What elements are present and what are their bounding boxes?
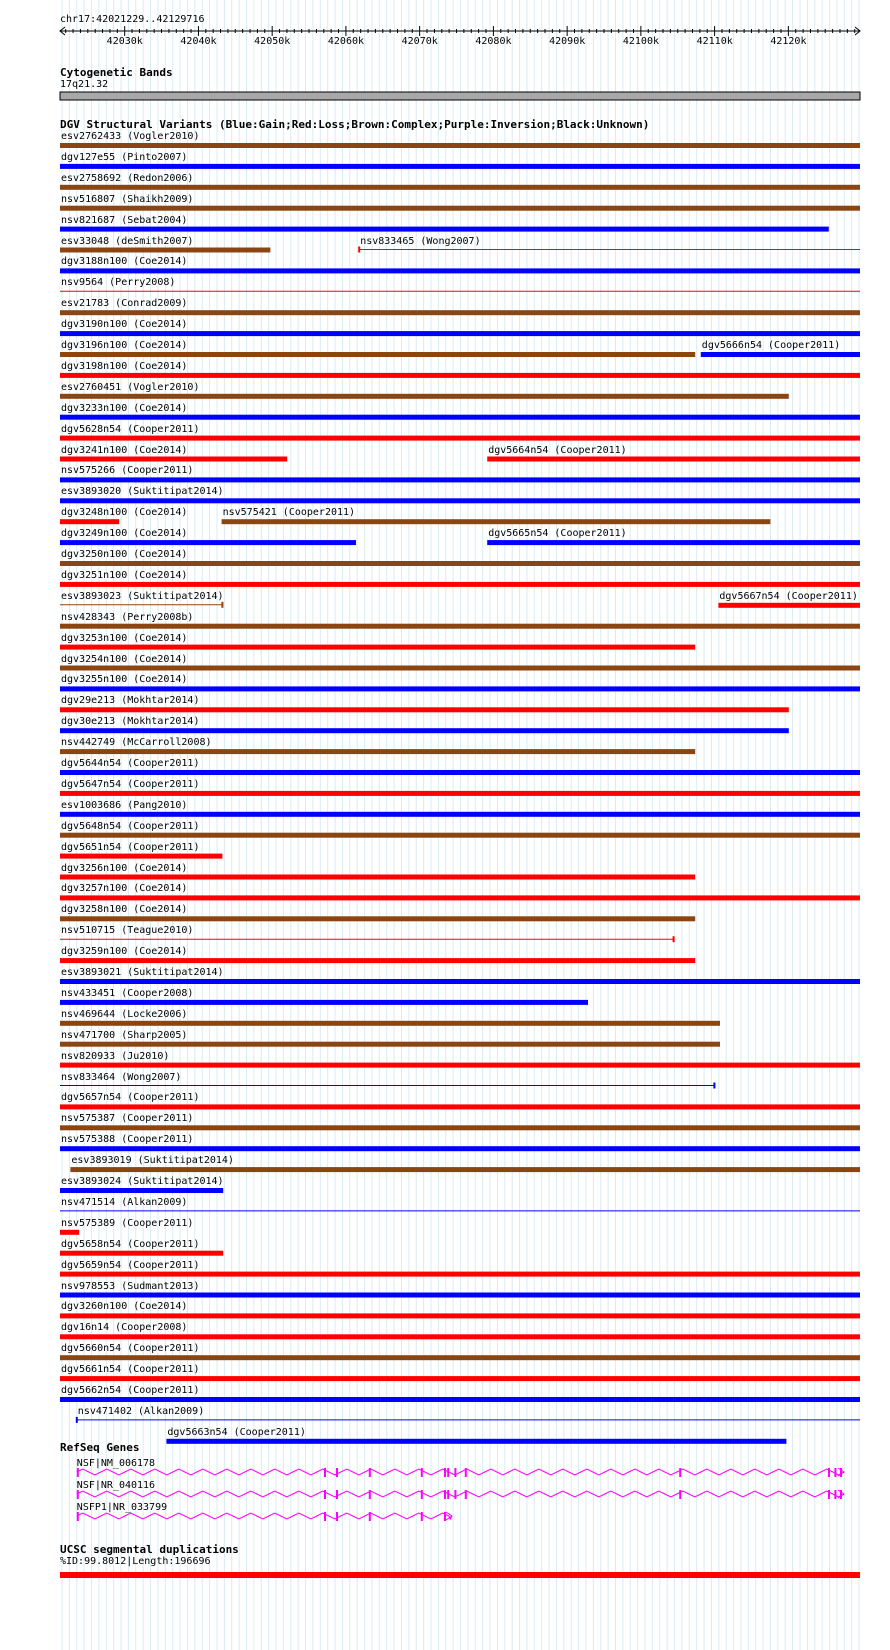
dgv-feature-label: dgv30e213 (Mokhtar2014) [61, 716, 200, 728]
dgv-feature-label: dgv5658n54 (Cooper2011) [61, 1238, 200, 1250]
dgv-feature-label: dgv5657n54 (Cooper2011) [61, 1092, 200, 1104]
dgv-feature-label: dgv127e55 (Pinto2007) [61, 151, 188, 163]
dgv-feature-label: esv3893024 (Suktitipat2014) [61, 1176, 224, 1187]
dgv-feature-label: nsv516807 (Shaikh2009) [61, 193, 194, 205]
dgv-feature-label: esv3893019 (Suktitipat2014) [71, 1155, 234, 1167]
dgv-feature-label: dgv29e213 (Mokhtar2014) [61, 695, 200, 707]
dgv-feature-label: nsv510715 (Teague2010) [61, 925, 194, 937]
dgv-feature-label: nsv471700 (Sharp2005) [61, 1029, 188, 1041]
dgv-feature-label: nsv833465 (Wong2007) [360, 235, 481, 247]
dgv-feature-label: dgv5667n54 (Cooper2011) [719, 590, 858, 602]
dgv-feature-label: nsv575421 (Cooper2011) [222, 507, 356, 519]
ruler-label: chr17:42021229..42129716 [60, 14, 205, 25]
dgv-feature-label: dgv5644n54 (Cooper2011) [61, 758, 200, 769]
dgv-feature-label: dgv5648n54 (Cooper2011) [61, 820, 200, 832]
dgv-feature-label: dgv5665n54 (Cooper2011) [488, 528, 627, 540]
dgv-feature-label: dgv3249n100 (Coe2014) [61, 528, 188, 540]
dgv-feature-label: dgv3196n100 (Coe2014) [61, 340, 188, 351]
dgv-feature-label: dgv3198n100 (Coe2014) [61, 360, 188, 372]
dgv-feature-label: esv33048 (deSmith2007) [61, 235, 194, 247]
dgv-feature-label: nsv575387 (Cooper2011) [61, 1113, 194, 1125]
dgv-feature-label: dgv3253n100 (Coe2014) [61, 632, 188, 644]
dgv-feature-label: dgv3190n100 (Coe2014) [61, 319, 188, 331]
ruler-tick-label: 42110k [696, 36, 733, 47]
refseq-gene-label: NSF|NM_006178 [76, 1458, 156, 1469]
dgv-feature-label: nsv433451 (Cooper2008) [61, 987, 194, 999]
dgv-feature-label: dgv3258n100 (Coe2014) [61, 904, 188, 916]
dgv-feature-label: dgv5660n54 (Cooper2011) [61, 1343, 200, 1355]
dgv-feature-label: dgv3250n100 (Coe2014) [61, 549, 188, 560]
dgv-feature-label: nsv469644 (Locke2006) [61, 1008, 188, 1020]
cytoband-name: 17q21.32 [60, 79, 109, 90]
dgv-feature-label: dgv3188n100 (Coe2014) [61, 256, 188, 268]
dgv-feature-label: nsv833464 (Wong2007) [61, 1071, 182, 1083]
dgv-track-title: DGV Structural Variants (Blue:Gain;Red:Loss;Brown:Complex;Purple:Inversion;Black:Unknown) [60, 118, 650, 131]
dgv-feature-label: dgv3241n100 (Coe2014) [61, 444, 188, 456]
dgv-feature-label: dgv5659n54 (Cooper2011) [61, 1259, 200, 1271]
dgv-feature-label: dgv3259n100 (Coe2014) [61, 946, 188, 958]
dgv-feature-label: dgv3251n100 (Coe2014) [61, 569, 188, 581]
dgv-feature-label: esv3893023 (Suktitipat2014) [61, 590, 224, 602]
ruler-tick-label: 42100k [622, 36, 659, 47]
dgv-feature-label: dgv5663n54 (Cooper2011) [167, 1426, 306, 1438]
segdup-label: %ID:99.8012|Length:196696 [60, 1556, 211, 1567]
ruler-tick-label: 42030k [106, 36, 143, 47]
dgv-feature-label: dgv3260n100 (Coe2014) [61, 1301, 188, 1313]
ruler-tick-label: 42070k [401, 36, 438, 47]
dgv-feature-label: dgv3248n100 (Coe2014) [61, 507, 188, 519]
dgv-feature-label: esv3893020 (Suktitipat2014) [61, 486, 224, 498]
dgv-feature-label: esv2760451 (Vogler2010) [61, 381, 200, 393]
cytoband-track-title: Cytogenetic Bands [60, 66, 173, 79]
dgv-feature-label: dgv5664n54 (Cooper2011) [488, 444, 627, 456]
ruler-tick-label: 42060k [327, 36, 365, 47]
dgv-feature-label: esv3893021 (Suktitipat2014) [61, 967, 224, 978]
dgv-feature-label: nsv575389 (Cooper2011) [61, 1217, 194, 1229]
dgv-feature-label: nsv9564 (Perry2008) [61, 277, 176, 289]
dgv-feature-label: nsv575388 (Cooper2011) [61, 1134, 194, 1146]
dgv-feature-label: nsv978553 (Sudmant2013) [61, 1280, 200, 1292]
ruler-tick-label: 42090k [549, 36, 586, 47]
dgv-feature-label: esv2758692 (Redon2006) [61, 172, 194, 184]
refseq-gene-label: NSFP1|NR_033799 [76, 1502, 168, 1513]
dgv-feature-label: dgv5647n54 (Cooper2011) [61, 778, 200, 790]
ruler-tick-label: 42050k [254, 36, 291, 47]
dgv-feature-label: esv1003686 (Pang2010) [61, 799, 188, 811]
dgv-feature-label: dgv3254n100 (Coe2014) [61, 653, 188, 665]
dgv-feature-label: nsv821687 (Sebat2004) [61, 214, 188, 226]
segdup-track-title: UCSC segmental duplications [60, 1543, 239, 1556]
dgv-feature-label: dgv5651n54 (Cooper2011) [61, 841, 200, 853]
dgv-feature-label: dgv5661n54 (Cooper2011) [61, 1364, 200, 1376]
dgv-feature-label: esv21783 (Conrad2009) [61, 298, 188, 310]
dgv-feature-label: dgv5662n54 (Cooper2011) [61, 1385, 200, 1396]
dgv-feature-label: dgv3255n100 (Coe2014) [61, 674, 188, 686]
dgv-feature-label: nsv442749 (McCarroll2008) [61, 737, 212, 749]
dgv-feature-label: dgv3233n100 (Coe2014) [61, 402, 188, 414]
dgv-feature-label: dgv5628n54 (Cooper2011) [61, 423, 200, 435]
ruler-tick-label: 42120k [770, 36, 807, 47]
dgv-feature-label: esv2762433 (Vogler2010) [61, 131, 200, 142]
ruler-tick-label: 42080k [475, 36, 512, 47]
dgv-feature-label: nsv820933 (Ju2010) [61, 1050, 170, 1062]
dgv-feature-label: nsv575266 (Cooper2011) [61, 465, 194, 477]
ruler-tick-label: 42040k [180, 36, 217, 47]
dgv-feature-label: nsv471514 (Alkan2009) [61, 1196, 188, 1208]
dgv-feature-label: dgv3256n100 (Coe2014) [61, 862, 188, 874]
dgv-feature-label: nsv428343 (Perry2008b) [61, 611, 194, 623]
dgv-feature-label: dgv16n14 (Cooper2008) [61, 1322, 188, 1334]
refseq-track-title: RefSeq Genes [60, 1441, 140, 1454]
dgv-feature-label: dgv3257n100 (Coe2014) [61, 883, 188, 895]
dgv-feature-label: dgv5666n54 (Cooper2011) [701, 340, 841, 351]
refseq-gene-label: NSF|NR_040116 [76, 1480, 156, 1491]
dgv-feature-label: nsv471402 (Alkan2009) [77, 1405, 205, 1417]
